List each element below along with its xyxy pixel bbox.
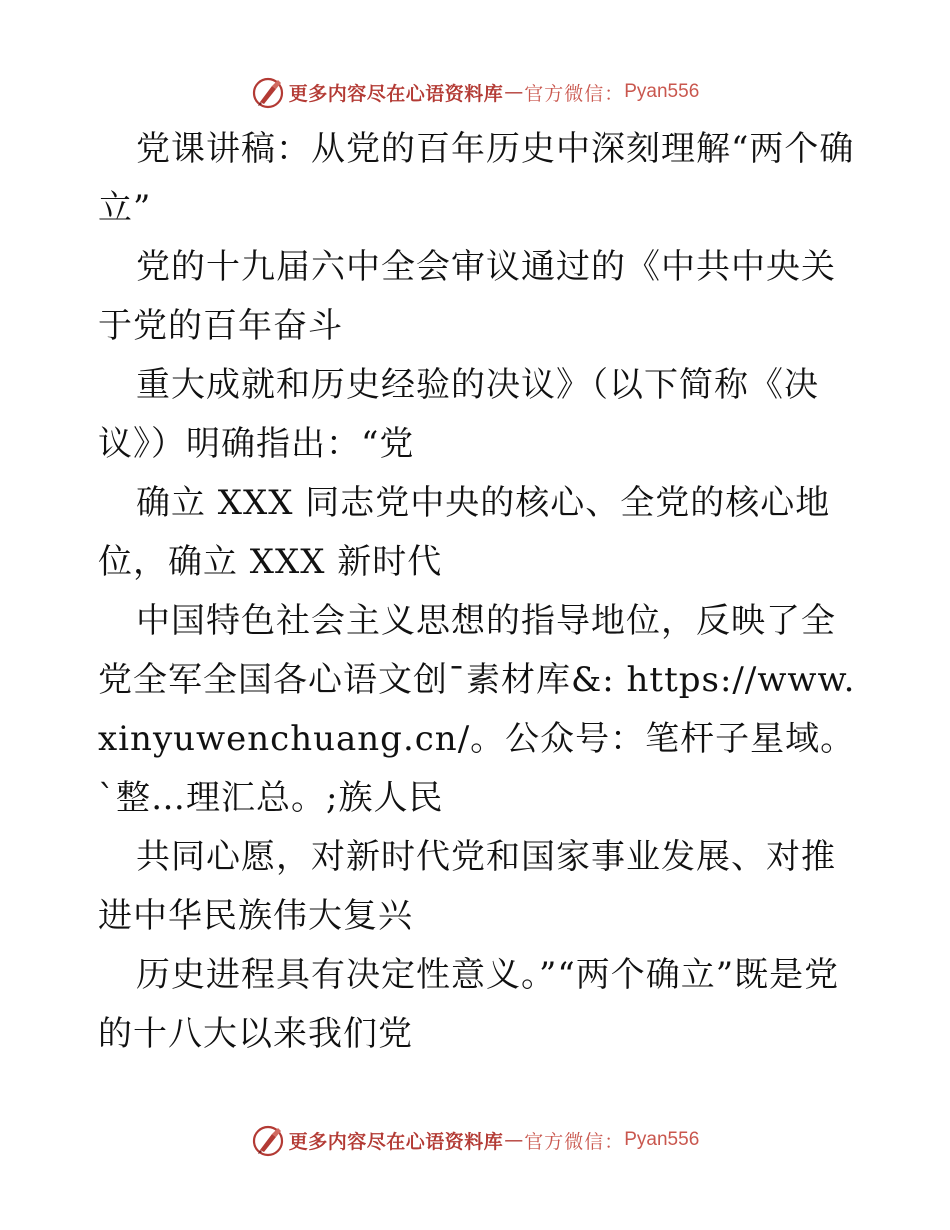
- pen-logo-icon: [251, 1123, 285, 1157]
- footer-separator: —: [504, 1129, 524, 1151]
- footer-wechat-label: 官方微信：: [524, 1130, 625, 1153]
- pen-logo-icon: [251, 75, 285, 109]
- body-paragraph: 确立 XXX 同志党中央的核心、全党的核心地位，确立 XXX 新时代: [98, 483, 831, 582]
- document-body: [98, 120, 858, 1064]
- body-paragraph: 历史进程具有决定性意义。”“两个确立”既是党的十八大以来我们党: [98, 955, 840, 1054]
- body-paragraph: 中国特色社会主义思想的指导地位，反映了全党全军全国各心语文创¯素材库&: https://www.xinyuwenchuang.cn/。公众号：笔杆子星域。`整…理汇总。;族人民: [98, 601, 856, 818]
- footer-banner-inner: [251, 1123, 700, 1157]
- header-wechat-id: Pyan556: [624, 81, 700, 102]
- header-banner: [0, 72, 950, 112]
- document-title-paragraph: 党课讲稿：从党的百年历史中深刻理解“两个确立”: [98, 129, 855, 228]
- body-paragraph: 重大成就和历史经验的决议》（以下简称《决议》）明确指出：“党: [98, 365, 819, 464]
- body-paragraph: 党的十九届六中全会审议通过的《中共中央关于党的百年奋斗: [98, 247, 836, 346]
- header-site-name: 更多内容尽在心语资料库: [288, 82, 504, 105]
- footer-site-name: 更多内容尽在心语资料库: [288, 1130, 504, 1153]
- footer-wechat-id: Pyan556: [624, 1129, 700, 1150]
- body-paragraph: 共同心愿，对新时代党和国家事业发展、对推进中华民族伟大复兴: [98, 837, 836, 936]
- header-separator: —: [504, 81, 524, 103]
- footer-banner: [0, 1120, 950, 1160]
- header-banner-inner: [251, 75, 700, 109]
- header-wechat-label: 官方微信：: [524, 82, 625, 105]
